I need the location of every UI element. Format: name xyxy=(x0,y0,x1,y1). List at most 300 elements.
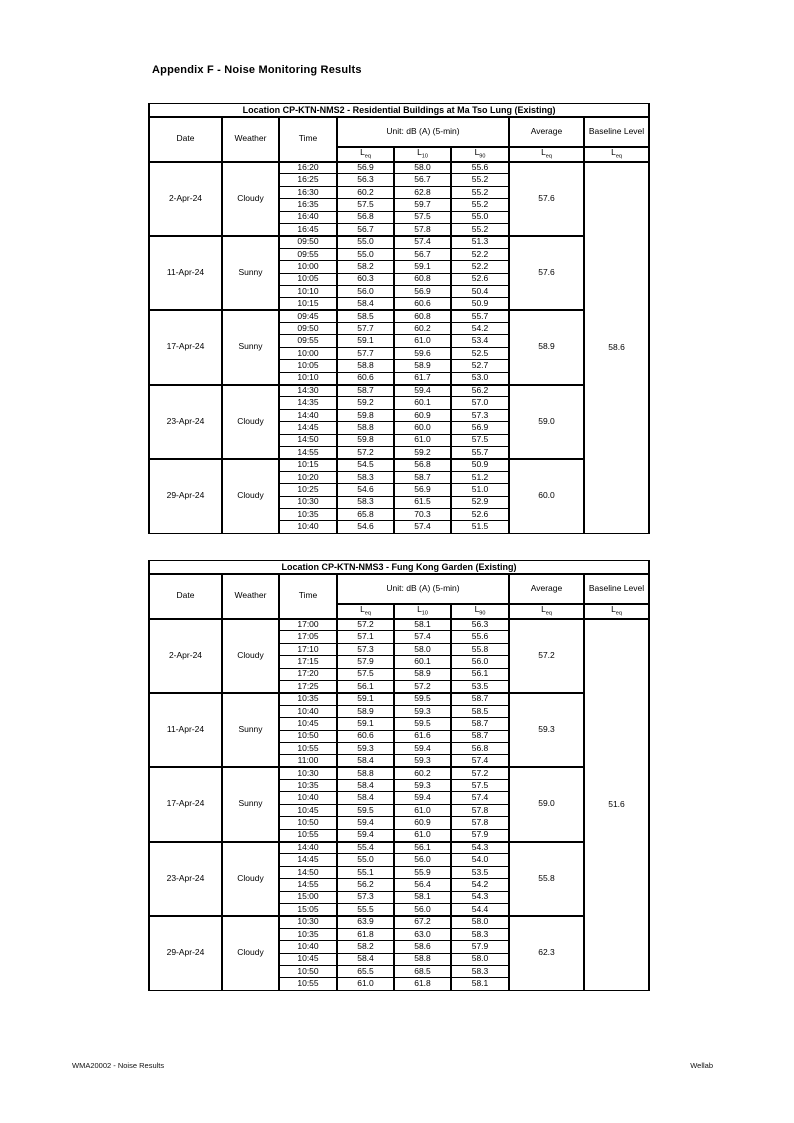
l90-value-cell: 55.2 xyxy=(451,199,509,211)
leq-value-cell: 57.3 xyxy=(337,891,394,903)
table-title: Location CP-KTN-NMS2 - Residential Buildings at Ma Tso Lung (Existing) xyxy=(149,104,649,117)
l90-value-cell: 57.8 xyxy=(451,804,509,816)
time-cell: 16:35 xyxy=(279,199,337,211)
l90-value-cell: 50.9 xyxy=(451,298,509,310)
time-cell: 10:10 xyxy=(279,285,337,297)
l10-value-cell: 56.4 xyxy=(394,879,451,891)
l10-value-cell: 59.4 xyxy=(394,742,451,754)
time-cell: 09:50 xyxy=(279,323,337,335)
average-value-cell: 60.0 xyxy=(509,459,584,533)
l10-value-cell: 59.5 xyxy=(394,718,451,730)
level-symbol: L xyxy=(541,147,546,157)
time-cell: 10:00 xyxy=(279,261,337,273)
l10-value-cell: 56.9 xyxy=(394,285,451,297)
time-cell: 09:45 xyxy=(279,310,337,322)
leq-value-cell: 57.7 xyxy=(337,323,394,335)
average-value-cell: 57.2 xyxy=(509,619,584,693)
time-cell: 09:55 xyxy=(279,248,337,260)
time-cell: 17:00 xyxy=(279,619,337,631)
weather-cell: Cloudy xyxy=(222,842,279,916)
table-nms2-container xyxy=(148,103,650,534)
level-symbol: L xyxy=(474,604,480,614)
time-cell: 10:35 xyxy=(279,508,337,520)
time-cell: 14:45 xyxy=(279,854,337,866)
l10-value-cell: 68.5 xyxy=(394,965,451,977)
time-cell: 16:40 xyxy=(279,211,337,223)
l90-value-cell: 56.3 xyxy=(451,619,509,631)
l90-value-cell: 52.2 xyxy=(451,261,509,273)
l10-value-cell: 57.4 xyxy=(394,631,451,643)
l10-value-cell: 63.0 xyxy=(394,928,451,940)
time-cell: 10:55 xyxy=(279,829,337,841)
l10-value-cell: 59.3 xyxy=(394,755,451,767)
l90-value-cell: 57.2 xyxy=(451,767,509,779)
leq-value-cell: 60.2 xyxy=(337,186,394,198)
l10-value-cell: 61.8 xyxy=(394,978,451,990)
weather-cell: Sunny xyxy=(222,310,279,384)
l90-value-cell: 57.9 xyxy=(451,829,509,841)
leq-value-cell: 57.7 xyxy=(337,347,394,359)
table-title: Location CP-KTN-NMS3 - Fung Kong Garden (Existing) xyxy=(149,561,649,574)
leq-value-cell: 59.4 xyxy=(337,829,394,841)
time-cell: 16:25 xyxy=(279,174,337,186)
leq-value-cell: 58.4 xyxy=(337,755,394,767)
l10-value-cell: 60.9 xyxy=(394,817,451,829)
leq-value-cell: 56.8 xyxy=(337,211,394,223)
l90-value-cell: 54.4 xyxy=(451,903,509,915)
leq-value-cell: 60.3 xyxy=(337,273,394,285)
l90-value-cell: 57.4 xyxy=(451,792,509,804)
col-header-average: Average xyxy=(509,574,584,604)
leq-value-cell: 61.0 xyxy=(337,978,394,990)
l90-value-cell: 54.3 xyxy=(451,891,509,903)
l10-value-cell: 60.0 xyxy=(394,422,451,434)
l90-value-cell: 58.7 xyxy=(451,730,509,742)
time-cell: 10:20 xyxy=(279,471,337,483)
l90-value-cell: 57.5 xyxy=(451,434,509,446)
date-cell: 29-Apr-24 xyxy=(149,916,222,990)
time-cell: 09:50 xyxy=(279,236,337,248)
time-cell: 10:40 xyxy=(279,941,337,953)
l90-value-cell: 55.8 xyxy=(451,643,509,655)
level-subscript: 90 xyxy=(479,153,486,160)
time-cell: 10:35 xyxy=(279,693,337,705)
level-symbol: L xyxy=(417,604,422,614)
time-cell: 14:40 xyxy=(279,409,337,421)
l90-value-cell: 58.7 xyxy=(451,693,509,705)
l10-value-cell: 60.9 xyxy=(394,409,451,421)
l10-value-cell: 61.6 xyxy=(394,730,451,742)
l10-value-cell: 60.2 xyxy=(394,323,451,335)
average-value-cell: 57.6 xyxy=(509,236,584,310)
leq-value-cell: 59.1 xyxy=(337,718,394,730)
time-cell: 10:25 xyxy=(279,484,337,496)
l90-value-cell: 50.9 xyxy=(451,459,509,471)
average-value-cell: 55.8 xyxy=(509,842,584,916)
weather-cell: Cloudy xyxy=(222,916,279,990)
l90-value-cell: 57.3 xyxy=(451,409,509,421)
l10-value-cell: 59.6 xyxy=(394,347,451,359)
time-cell: 14:55 xyxy=(279,879,337,891)
weather-cell: Cloudy xyxy=(222,619,279,693)
col-header-baseline: Baseline Level xyxy=(584,117,649,147)
l10-value-cell: 56.0 xyxy=(394,903,451,915)
time-cell: 10:15 xyxy=(279,298,337,310)
col-header-weather: Weather xyxy=(222,117,279,162)
l90-value-cell: 55.6 xyxy=(451,631,509,643)
leq-value-cell: 58.4 xyxy=(337,953,394,965)
l90-value-cell: 51.0 xyxy=(451,484,509,496)
leq-value-cell: 57.5 xyxy=(337,668,394,680)
average-value-cell: 58.9 xyxy=(509,310,584,384)
l90-value-cell: 58.7 xyxy=(451,718,509,730)
l10-value-cell: 61.0 xyxy=(394,335,451,347)
l90-value-cell: 55.2 xyxy=(451,186,509,198)
level-subscript: 90 xyxy=(479,610,486,617)
leq-value-cell: 57.1 xyxy=(337,631,394,643)
leq-value-cell: 59.5 xyxy=(337,804,394,816)
l90-value-cell: 55.7 xyxy=(451,310,509,322)
time-cell: 11:00 xyxy=(279,755,337,767)
average-value-cell: 59.0 xyxy=(509,385,584,459)
leq-value-cell: 58.2 xyxy=(337,941,394,953)
l90-value-cell: 53.5 xyxy=(451,680,509,692)
time-cell: 10:35 xyxy=(279,780,337,792)
leq-value-cell: 54.5 xyxy=(337,459,394,471)
leq-value-cell: 56.9 xyxy=(337,162,394,174)
l10-value-cell: 59.4 xyxy=(394,792,451,804)
leq-value-cell: 54.6 xyxy=(337,484,394,496)
leq-value-cell: 58.5 xyxy=(337,310,394,322)
l10-value-cell: 56.8 xyxy=(394,459,451,471)
time-cell: 14:35 xyxy=(279,397,337,409)
level-symbol: L xyxy=(541,604,546,614)
time-cell: 14:50 xyxy=(279,866,337,878)
level-symbol: L xyxy=(360,604,365,614)
page-title: Appendix F - Noise Monitoring Results xyxy=(152,64,362,76)
l10-value-cell: 57.8 xyxy=(394,223,451,235)
l90-value-cell: 57.8 xyxy=(451,817,509,829)
col-subheader-leq xyxy=(337,147,394,162)
date-cell: 17-Apr-24 xyxy=(149,310,222,384)
l90-value-cell: 57.5 xyxy=(451,780,509,792)
l10-value-cell: 56.7 xyxy=(394,248,451,260)
l10-value-cell: 60.2 xyxy=(394,767,451,779)
col-subheader-leq xyxy=(337,604,394,619)
time-cell: 10:15 xyxy=(279,459,337,471)
time-cell: 14:45 xyxy=(279,422,337,434)
leq-value-cell: 58.4 xyxy=(337,792,394,804)
time-cell: 10:00 xyxy=(279,347,337,359)
time-cell: 10:05 xyxy=(279,273,337,285)
l90-value-cell: 58.3 xyxy=(451,928,509,940)
leq-value-cell: 55.0 xyxy=(337,248,394,260)
leq-value-cell: 58.9 xyxy=(337,705,394,717)
average-value-cell: 57.6 xyxy=(509,162,584,236)
footer-document-ref: WMA20002 - Noise Results xyxy=(72,1061,165,1070)
col-header-average: Average xyxy=(509,117,584,147)
leq-value-cell: 60.6 xyxy=(337,372,394,384)
level-symbol: L xyxy=(360,147,365,157)
l10-value-cell: 55.9 xyxy=(394,866,451,878)
leq-value-cell: 55.5 xyxy=(337,903,394,915)
level-symbol: L xyxy=(611,604,616,614)
time-cell: 10:55 xyxy=(279,978,337,990)
leq-value-cell: 58.4 xyxy=(337,298,394,310)
leq-value-cell: 58.3 xyxy=(337,496,394,508)
baseline-value-cell: 51.6 xyxy=(584,619,649,991)
l90-value-cell: 56.2 xyxy=(451,385,509,397)
date-cell: 23-Apr-24 xyxy=(149,842,222,916)
weather-cell: Cloudy xyxy=(222,162,279,236)
l90-value-cell: 57.0 xyxy=(451,397,509,409)
l90-value-cell: 55.6 xyxy=(451,162,509,174)
leq-value-cell: 58.8 xyxy=(337,767,394,779)
l10-value-cell: 56.9 xyxy=(394,484,451,496)
time-cell: 16:45 xyxy=(279,223,337,235)
time-cell: 16:20 xyxy=(279,162,337,174)
l90-value-cell: 56.1 xyxy=(451,668,509,680)
time-cell: 17:10 xyxy=(279,643,337,655)
col-header-time: Time xyxy=(279,574,337,619)
col-subheader-l10 xyxy=(394,604,451,619)
noise-results-table xyxy=(148,560,650,991)
average-value-cell: 59.3 xyxy=(509,693,584,767)
average-value-cell: 62.3 xyxy=(509,916,584,990)
l90-value-cell: 55.2 xyxy=(451,223,509,235)
l90-value-cell: 55.0 xyxy=(451,211,509,223)
l10-value-cell: 58.0 xyxy=(394,162,451,174)
leq-value-cell: 58.4 xyxy=(337,780,394,792)
level-subscript: eq xyxy=(615,610,622,617)
l10-value-cell: 57.4 xyxy=(394,521,451,533)
l10-value-cell: 58.6 xyxy=(394,941,451,953)
l10-value-cell: 62.8 xyxy=(394,186,451,198)
date-cell: 29-Apr-24 xyxy=(149,459,222,533)
l90-value-cell: 58.0 xyxy=(451,953,509,965)
col-header-baseline: Baseline Level xyxy=(584,574,649,604)
level-symbol: L xyxy=(611,147,616,157)
leq-value-cell: 63.9 xyxy=(337,916,394,928)
leq-value-cell: 58.2 xyxy=(337,261,394,273)
time-cell: 10:40 xyxy=(279,705,337,717)
l10-value-cell: 57.2 xyxy=(394,680,451,692)
date-cell: 2-Apr-24 xyxy=(149,619,222,693)
time-cell: 17:05 xyxy=(279,631,337,643)
l10-value-cell: 58.1 xyxy=(394,891,451,903)
l10-value-cell: 61.0 xyxy=(394,434,451,446)
leq-value-cell: 56.7 xyxy=(337,223,394,235)
time-cell: 10:55 xyxy=(279,742,337,754)
leq-value-cell: 59.8 xyxy=(337,409,394,421)
time-cell: 15:05 xyxy=(279,903,337,915)
time-cell: 17:25 xyxy=(279,680,337,692)
col-header-unit: Unit: dB (A) (5-min) xyxy=(337,117,509,147)
time-cell: 10:05 xyxy=(279,360,337,372)
l90-value-cell: 52.5 xyxy=(451,347,509,359)
weather-cell: Cloudy xyxy=(222,385,279,459)
l90-value-cell: 53.5 xyxy=(451,866,509,878)
l10-value-cell: 60.8 xyxy=(394,310,451,322)
col-header-time: Time xyxy=(279,117,337,162)
level-subscript: 10 xyxy=(421,153,428,160)
l90-value-cell: 53.4 xyxy=(451,335,509,347)
time-cell: 10:40 xyxy=(279,521,337,533)
l90-value-cell: 52.7 xyxy=(451,360,509,372)
time-cell: 10:50 xyxy=(279,817,337,829)
average-value-cell: 59.0 xyxy=(509,767,584,841)
l90-value-cell: 52.6 xyxy=(451,273,509,285)
l10-value-cell: 59.4 xyxy=(394,385,451,397)
level-subscript: eq xyxy=(364,610,371,617)
l90-value-cell: 58.1 xyxy=(451,978,509,990)
leq-value-cell: 65.8 xyxy=(337,508,394,520)
l90-value-cell: 56.8 xyxy=(451,742,509,754)
time-cell: 16:30 xyxy=(279,186,337,198)
leq-value-cell: 55.0 xyxy=(337,854,394,866)
leq-value-cell: 55.1 xyxy=(337,866,394,878)
leq-value-cell: 57.5 xyxy=(337,199,394,211)
leq-value-cell: 54.6 xyxy=(337,521,394,533)
leq-value-cell: 56.0 xyxy=(337,285,394,297)
time-cell: 10:50 xyxy=(279,730,337,742)
l90-value-cell: 52.6 xyxy=(451,508,509,520)
time-cell: 10:30 xyxy=(279,916,337,928)
time-cell: 17:15 xyxy=(279,656,337,668)
l10-value-cell: 58.8 xyxy=(394,953,451,965)
date-cell: 11-Apr-24 xyxy=(149,236,222,310)
leq-value-cell: 57.2 xyxy=(337,446,394,458)
l10-value-cell: 60.1 xyxy=(394,397,451,409)
l90-value-cell: 52.2 xyxy=(451,248,509,260)
l10-value-cell: 56.1 xyxy=(394,842,451,854)
leq-value-cell: 55.0 xyxy=(337,236,394,248)
l90-value-cell: 51.3 xyxy=(451,236,509,248)
leq-value-cell: 59.2 xyxy=(337,397,394,409)
l90-value-cell: 51.2 xyxy=(451,471,509,483)
footer-company-name: Wellab xyxy=(690,1061,713,1070)
l10-value-cell: 58.9 xyxy=(394,668,451,680)
level-subscript: eq xyxy=(364,153,371,160)
col-header-date: Date xyxy=(149,117,222,162)
date-cell: 2-Apr-24 xyxy=(149,162,222,236)
leq-value-cell: 59.1 xyxy=(337,693,394,705)
leq-value-cell: 56.3 xyxy=(337,174,394,186)
l90-value-cell: 58.3 xyxy=(451,965,509,977)
l90-value-cell: 55.7 xyxy=(451,446,509,458)
l90-value-cell: 56.9 xyxy=(451,422,509,434)
leq-value-cell: 57.2 xyxy=(337,619,394,631)
date-cell: 11-Apr-24 xyxy=(149,693,222,767)
time-cell: 10:45 xyxy=(279,804,337,816)
l10-value-cell: 59.1 xyxy=(394,261,451,273)
time-cell: 10:35 xyxy=(279,928,337,940)
col-subheader-baseline-leq xyxy=(584,147,649,162)
l10-value-cell: 59.3 xyxy=(394,705,451,717)
leq-value-cell: 57.9 xyxy=(337,656,394,668)
leq-value-cell: 59.1 xyxy=(337,335,394,347)
l10-value-cell: 58.7 xyxy=(394,471,451,483)
time-cell: 14:55 xyxy=(279,446,337,458)
l10-value-cell: 60.1 xyxy=(394,656,451,668)
level-subscript: eq xyxy=(545,153,552,160)
l90-value-cell: 58.5 xyxy=(451,705,509,717)
l90-value-cell: 52.9 xyxy=(451,496,509,508)
l90-value-cell: 54.0 xyxy=(451,854,509,866)
l90-value-cell: 55.2 xyxy=(451,174,509,186)
l10-value-cell: 61.7 xyxy=(394,372,451,384)
leq-value-cell: 58.8 xyxy=(337,422,394,434)
l10-value-cell: 58.1 xyxy=(394,619,451,631)
l10-value-cell: 60.6 xyxy=(394,298,451,310)
l90-value-cell: 58.0 xyxy=(451,916,509,928)
level-subscript: 10 xyxy=(421,610,428,617)
leq-value-cell: 58.8 xyxy=(337,360,394,372)
table-nms3-container xyxy=(148,560,650,991)
l10-value-cell: 59.3 xyxy=(394,780,451,792)
time-cell: 14:40 xyxy=(279,842,337,854)
time-cell: 14:50 xyxy=(279,434,337,446)
l10-value-cell: 58.9 xyxy=(394,360,451,372)
col-subheader-average-leq xyxy=(509,604,584,619)
weather-cell: Sunny xyxy=(222,767,279,841)
time-cell: 10:40 xyxy=(279,792,337,804)
l90-value-cell: 54.2 xyxy=(451,879,509,891)
col-subheader-l90 xyxy=(451,147,509,162)
leq-value-cell: 55.4 xyxy=(337,842,394,854)
l10-value-cell: 61.0 xyxy=(394,829,451,841)
col-header-weather: Weather xyxy=(222,574,279,619)
leq-value-cell: 59.8 xyxy=(337,434,394,446)
l10-value-cell: 67.2 xyxy=(394,916,451,928)
leq-value-cell: 58.3 xyxy=(337,471,394,483)
time-cell: 10:45 xyxy=(279,718,337,730)
leq-value-cell: 61.8 xyxy=(337,928,394,940)
col-subheader-baseline-leq xyxy=(584,604,649,619)
weather-cell: Sunny xyxy=(222,236,279,310)
l10-value-cell: 70.3 xyxy=(394,508,451,520)
time-cell: 09:55 xyxy=(279,335,337,347)
col-header-date: Date xyxy=(149,574,222,619)
level-subscript: eq xyxy=(545,610,552,617)
col-subheader-average-leq xyxy=(509,147,584,162)
leq-value-cell: 56.1 xyxy=(337,680,394,692)
time-cell: 10:10 xyxy=(279,372,337,384)
weather-cell: Sunny xyxy=(222,693,279,767)
level-symbol: L xyxy=(417,147,422,157)
l90-value-cell: 57.4 xyxy=(451,755,509,767)
leq-value-cell: 56.2 xyxy=(337,879,394,891)
l90-value-cell: 50.4 xyxy=(451,285,509,297)
l10-value-cell: 61.0 xyxy=(394,804,451,816)
l90-value-cell: 53.0 xyxy=(451,372,509,384)
level-symbol: L xyxy=(474,147,480,157)
l10-value-cell: 59.2 xyxy=(394,446,451,458)
l90-value-cell: 54.2 xyxy=(451,323,509,335)
l90-value-cell: 54.3 xyxy=(451,842,509,854)
leq-value-cell: 65.5 xyxy=(337,965,394,977)
col-subheader-l10 xyxy=(394,147,451,162)
leq-value-cell: 59.4 xyxy=(337,817,394,829)
noise-results-table xyxy=(148,103,650,534)
l10-value-cell: 56.0 xyxy=(394,854,451,866)
leq-value-cell: 59.3 xyxy=(337,742,394,754)
time-cell: 15:00 xyxy=(279,891,337,903)
time-cell: 10:30 xyxy=(279,496,337,508)
time-cell: 10:50 xyxy=(279,965,337,977)
baseline-value-cell: 58.6 xyxy=(584,162,649,534)
l10-value-cell: 57.4 xyxy=(394,236,451,248)
